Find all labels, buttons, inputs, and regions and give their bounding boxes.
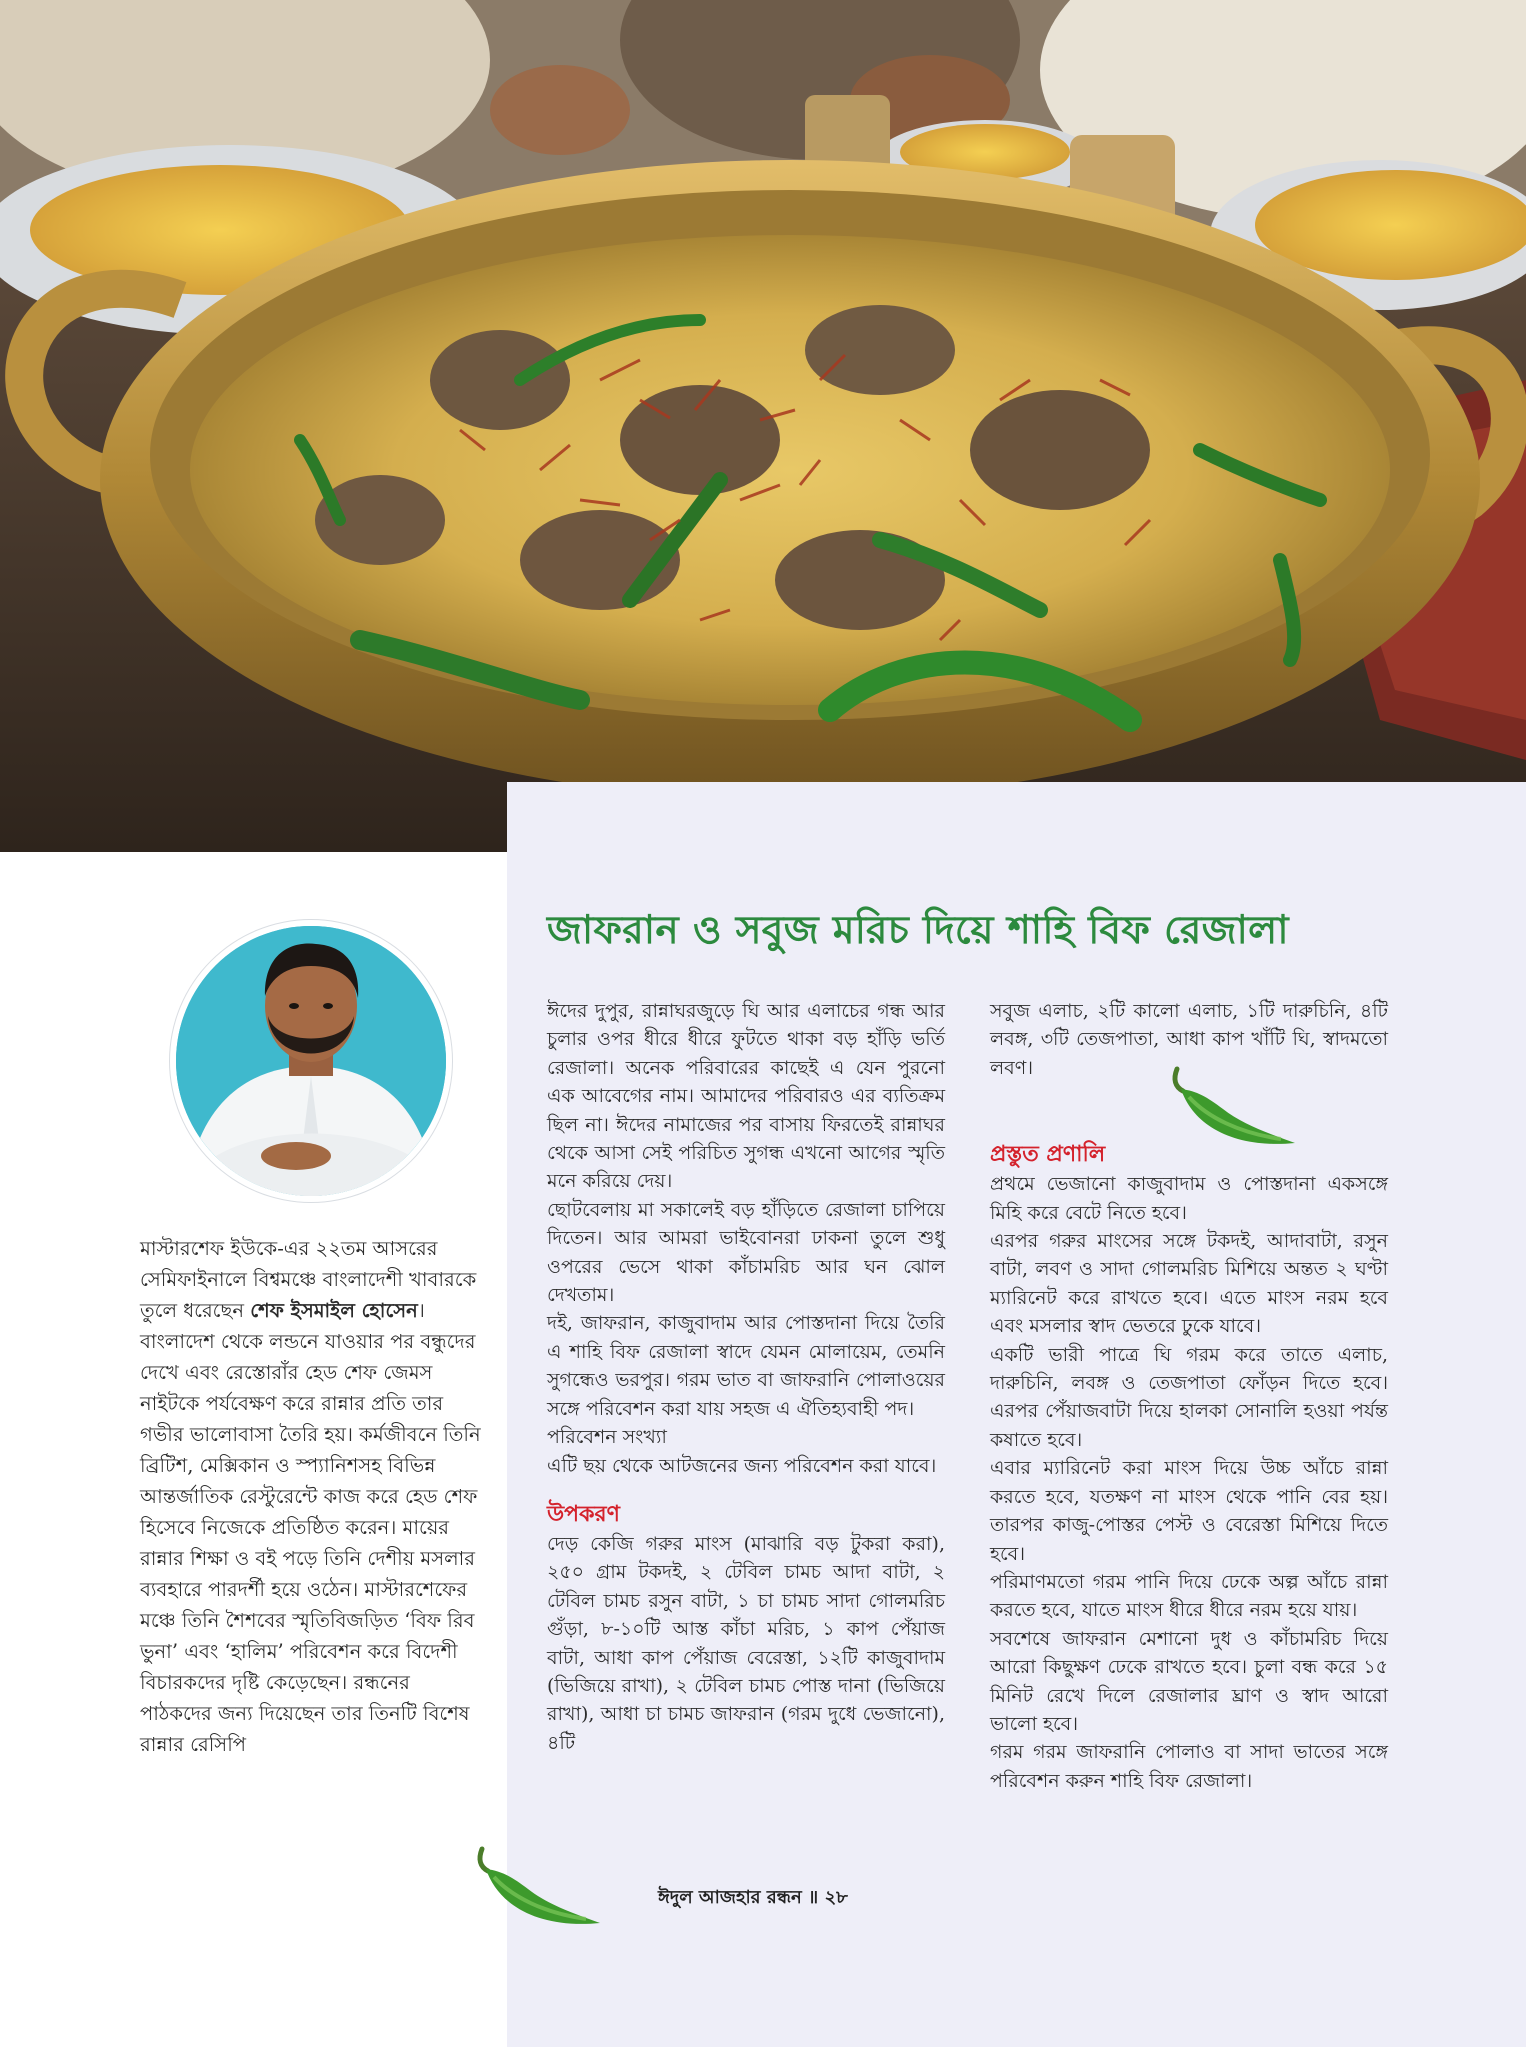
recipe-column-1 [547, 997, 945, 1757]
page-footer [658, 1883, 898, 1914]
chef-bio [140, 1233, 486, 1760]
bio-text-before-name: মাস্টারশেফ ইউকে-এর ২২তম আসরের সেমিফাইনালে বিশ্বমঞ্চে বাংলাদেশী খাবারকে তুলে ধরেছেন [140, 1237, 477, 1322]
issue-name: ঈদুল আজহার রন্ধন [658, 1887, 802, 1908]
method-step: প্রথমে ভেজানো কাজুবাদাম ও পোস্তদানা একসঙ্গে মিহি করে বেটে নিতে হবে। [990, 1173, 1388, 1224]
intro-paragraph: ঈদের দুপুর, রান্নাঘরজুড়ে ঘি আর এলাচের গন্ধ আর চুলার ওপর ধীরে ধীরে ফুটতে থাকা বড় হাঁড়ি ভর্তি রেজালা। অনেক পরিবারের কাছেই এ যেন পুরনো এক আবেগের নাম। আমাদের পরিবারও এর ব্যতিক্রম ছিল না। ঈদের নামাজের পর বাসায় ফিরতেই রান্নাঘর থেকে আসা সেই পরিচিত সুগন্ধ এখনো আগের স্মৃতি মনে করিয়ে দেয়। [547, 1000, 945, 1193]
recipe-title: জাফরান ও সবুজ মরিচ দিয়ে শাহি বিফ রেজালা [547, 908, 1289, 953]
method-step: এরপর গরুর মাংসের সঙ্গে টকদই, আদাবাটা, রসুন বাটা, লবণ ও সাদা গোলমরিচ মিশিয়ে অন্তত ২ ঘণ্টা ম্যারিনেট করে রাখতে হবে। এতে মাংস নরম হবে এবং মসলার স্বাদ ভেতরে ঢুকে যাবে। [990, 1230, 1388, 1338]
ingredients-text-continued: সবুজ এলাচ, ২টি কালো এলাচ, ১টি দারুচিনি, ৪টি লবঙ্গ, ৩টি তেজপাতা, আধা কাপ খাঁটি ঘি, স্বাদমতো লবণ। [990, 1000, 1388, 1079]
method-step: এবার ম্যারিনেট করা মাংস দিয়ে উচ্চ আঁচে রান্না করতে হবে, যতক্ষণ না মাংস থেকে পানি বের হয়। তারপর কাজু-পোস্তর পেস্ট ও বেরেস্তা মিশিয়ে দিতে হবে। [990, 1457, 1388, 1565]
serving-label: পরিবেশন সংখ্যা [547, 1426, 667, 1449]
ingredients-heading: উপকরণ [547, 1501, 620, 1527]
chef-name: শেফ ইসমাইল হোসেন [250, 1299, 418, 1322]
serving-text: এটি ছয় থেকে আটজনের জন্য পরিবেশন করা যাবে। [547, 1454, 937, 1477]
hero-photo [0, 0, 1526, 852]
page-number: ২৮ [824, 1887, 848, 1908]
chef-portrait [176, 926, 446, 1196]
method-step: একটি ভারী পাত্রে ঘি গরম করে তাতে এলাচ, দারুচিনি, লবঙ্গ ও তেজপাতা ফোঁড়ন দিতে হবে। এরপর পেঁয়াজবাটা দিয়ে হালকা সোনালি হওয়া পর্যন্ত কষাতে হবে। [990, 1343, 1388, 1451]
bio-text-after-name: । বাংলাদেশ থেকে লন্ডনে যাওয়ার পর বন্ধুদের দেখে এবং রেস্তোরাঁর হেড শেফ জেমস নাইটকে পর্যবেক্ষণ করে রান্নার প্রতি তার গভীর ভালোবাসা তৈরি হয়। কর্মজীবনে তিনি ব্রিটিশ, মেক্সিকান ও স্প্যানিশসহ বিভিন্ন আন্তর্জাতিক রেস্টুরেন্টে কাজ করে হেড শেফ হিসেবে নিজেকে প্রতিষ্ঠিত করেন। মায়ের রান্নার শিক্ষা ও বই পড়ে তিনি দেশীয় মসলার ব্যবহারে পারদর্শী হয়ে ওঠেন। মাস্টারশেফের মঞ্চে তিনি শৈশবের স্মৃতিবিজড়িত ‘বিফ রিব ভুনা’ এবং ‘হালিম’ পরিবেশন করে বিদেশী বিচারকদের দৃষ্টি কেড়েছেন। রন্ধনের পাঠকদের জন্য দিয়েছেন তার তিনটি বিশেষ রান্নার রেসিপি [140, 1299, 481, 1756]
method-step: গরম গরম জাফরানি পোলাও বা সাদা ভাতের সঙ্গে পরিবেশন করুন শাহি বিফ রেজালা। [990, 1741, 1388, 1792]
method-heading: প্রস্তুত প্রণালি [990, 1142, 1106, 1168]
intro-paragraph: ছোটবেলায় মা সকালেই বড় হাঁড়িতে রেজালা চাপিয়ে দিতেন। আর আমরা ভাইবোনরা ঢাকনা তুলে শুধু ওপরের ভেসে থাকা কাঁচামরিচ আর ঘন ঝোল দেখতাম। [547, 1198, 945, 1307]
method-step: সবশেষে জাফরান মেশানো দুধ ও কাঁচামরিচ দিয়ে আরো কিছুক্ষণ ঢেকে রাখতে হবে। চুলা বন্ধ করে ১৫ মিনিট রেখে দিলে রেজালার ঘ্রাণ ও স্বাদ আরো ভালো হবে। [990, 1627, 1388, 1735]
footer-separator: ॥ [801, 1887, 825, 1908]
green-chili-icon [1163, 1065, 1303, 1157]
method-step: পরিমাণমতো গরম পানি দিয়ে ঢেকে অল্প আঁচে রান্না করতে হবে, যাতে মাংস ধীরে ধীরে নরম হয়ে যায়। [990, 1570, 1388, 1622]
intro-paragraph: দই, জাফরান, কাজুবাদাম আর পোস্তদানা দিয়ে তৈরি এ শাহি বিফ রেজালা স্বাদে যেমন মোলায়েম, তেমনি সুগন্ধেও ভরপুর। গরম ভাত বা জাফরানি পোলাওয়ের সঙ্গে পরিবেশন করা যায় সহজ এ ঐতিহ্যবাহী পদ। [547, 1312, 945, 1420]
ingredients-text: দেড় কেজি গরুর মাংস (মাঝারি বড় টুকরা করা), ২৫০ গ্রাম টকদই, ২ টেবিল চামচ আদা বাটা, ২ টেবিল চামচ রসুন বাটা, ১ চা চামচ সাদা গোলমরিচ গুঁড়া, ৮-১০টি আস্ত কাঁচা মরিচ, ১ কাপ পেঁয়াজ বাটা, আধা কাপ পেঁয়াজ বেরেস্তা, ১২টি কাজুবাদাম (ভিজিয়ে রাখা), ২ টেবিল চামচ পোস্ত দানা (ভিজিয়ে রাখা), আধা চা চামচ জাফরান (গরম দুধে ভেজানো), ৪টি [547, 1532, 945, 1754]
green-chili-icon [468, 1845, 608, 1937]
